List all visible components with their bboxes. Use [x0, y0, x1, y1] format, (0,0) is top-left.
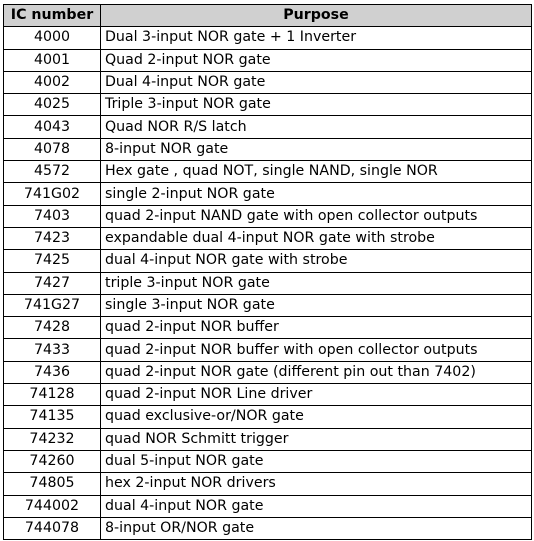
- table-row: [4, 71, 532, 93]
- table-row: [4, 116, 532, 138]
- purpose-cell: Dual 3-input NOR gate + 1 Inverter: [101, 27, 532, 49]
- ic-number-cell: 744078: [4, 517, 101, 539]
- purpose-cell: Triple 3-input NOR gate: [101, 94, 532, 116]
- table-row: [4, 27, 532, 49]
- ic-number-cell: 74232: [4, 428, 101, 450]
- purpose-cell: quad 2-input NOR gate (different pin out than 7402): [101, 361, 532, 383]
- ic-number-cell: 7433: [4, 339, 101, 361]
- table-row: [4, 361, 532, 383]
- purpose-cell: expandable dual 4-input NOR gate with strobe: [101, 227, 532, 249]
- table-row: [4, 517, 532, 539]
- ic-number-cell: 74135: [4, 406, 101, 428]
- ic-number-cell: 7428: [4, 317, 101, 339]
- table-body: [4, 27, 532, 540]
- ic-number-cell: 741G02: [4, 183, 101, 205]
- purpose-cell: 8-input NOR gate: [101, 138, 532, 160]
- ic-number-cell: 4025: [4, 94, 101, 116]
- ic-number-cell: 7425: [4, 250, 101, 272]
- ic-number-cell: 4078: [4, 138, 101, 160]
- table-row: [4, 339, 532, 361]
- ic-number-cell: 4043: [4, 116, 101, 138]
- ic-table-container: [3, 4, 532, 540]
- table-row: [4, 272, 532, 294]
- ic-number-cell: 7423: [4, 227, 101, 249]
- ic-number-cell: 7436: [4, 361, 101, 383]
- table-row: [4, 450, 532, 472]
- table-row: [4, 294, 532, 316]
- table-row: [4, 473, 532, 495]
- column-header-purpose: Purpose: [101, 5, 532, 27]
- purpose-cell: triple 3-input NOR gate: [101, 272, 532, 294]
- table-header-row: [4, 5, 532, 27]
- ic-number-cell: 7403: [4, 205, 101, 227]
- ic-number-cell: 741G27: [4, 294, 101, 316]
- purpose-cell: hex 2-input NOR drivers: [101, 473, 532, 495]
- table-row: [4, 138, 532, 160]
- table-row: [4, 227, 532, 249]
- purpose-cell: Dual 4-input NOR gate: [101, 71, 532, 93]
- table-row: [4, 406, 532, 428]
- purpose-cell: single 3-input NOR gate: [101, 294, 532, 316]
- purpose-cell: dual 5-input NOR gate: [101, 450, 532, 472]
- ic-number-cell: 74805: [4, 473, 101, 495]
- purpose-cell: dual 4-input NOR gate with strobe: [101, 250, 532, 272]
- purpose-cell: Quad NOR R/S latch: [101, 116, 532, 138]
- ic-number-cell: 74260: [4, 450, 101, 472]
- table-row: [4, 94, 532, 116]
- purpose-cell: quad exclusive-or/NOR gate: [101, 406, 532, 428]
- table-row: [4, 495, 532, 517]
- ic-number-cell: 74128: [4, 384, 101, 406]
- table-row: [4, 384, 532, 406]
- purpose-cell: Quad 2-input NOR gate: [101, 49, 532, 71]
- purpose-cell: quad 2-input NOR buffer with open collector outputs: [101, 339, 532, 361]
- purpose-cell: quad NOR Schmitt trigger: [101, 428, 532, 450]
- table-row: [4, 161, 532, 183]
- purpose-cell: dual 4-input NOR gate: [101, 495, 532, 517]
- purpose-cell: quad 2-input NAND gate with open collector outputs: [101, 205, 532, 227]
- table-row: [4, 49, 532, 71]
- purpose-cell: 8-input OR/NOR gate: [101, 517, 532, 539]
- purpose-cell: quad 2-input NOR buffer: [101, 317, 532, 339]
- ic-number-cell: 4002: [4, 71, 101, 93]
- table-row: [4, 250, 532, 272]
- ic-table: [3, 4, 532, 540]
- ic-number-cell: 7427: [4, 272, 101, 294]
- ic-number-cell: 4001: [4, 49, 101, 71]
- purpose-cell: single 2-input NOR gate: [101, 183, 532, 205]
- purpose-cell: quad 2-input NOR Line driver: [101, 384, 532, 406]
- ic-number-cell: 4000: [4, 27, 101, 49]
- table-row: [4, 317, 532, 339]
- table-row: [4, 428, 532, 450]
- purpose-cell: Hex gate , quad NOT, single NAND, single NOR: [101, 161, 532, 183]
- table-row: [4, 205, 532, 227]
- column-header-ic-number: IC number: [4, 5, 101, 27]
- ic-number-cell: 744002: [4, 495, 101, 517]
- ic-number-cell: 4572: [4, 161, 101, 183]
- table-row: [4, 183, 532, 205]
